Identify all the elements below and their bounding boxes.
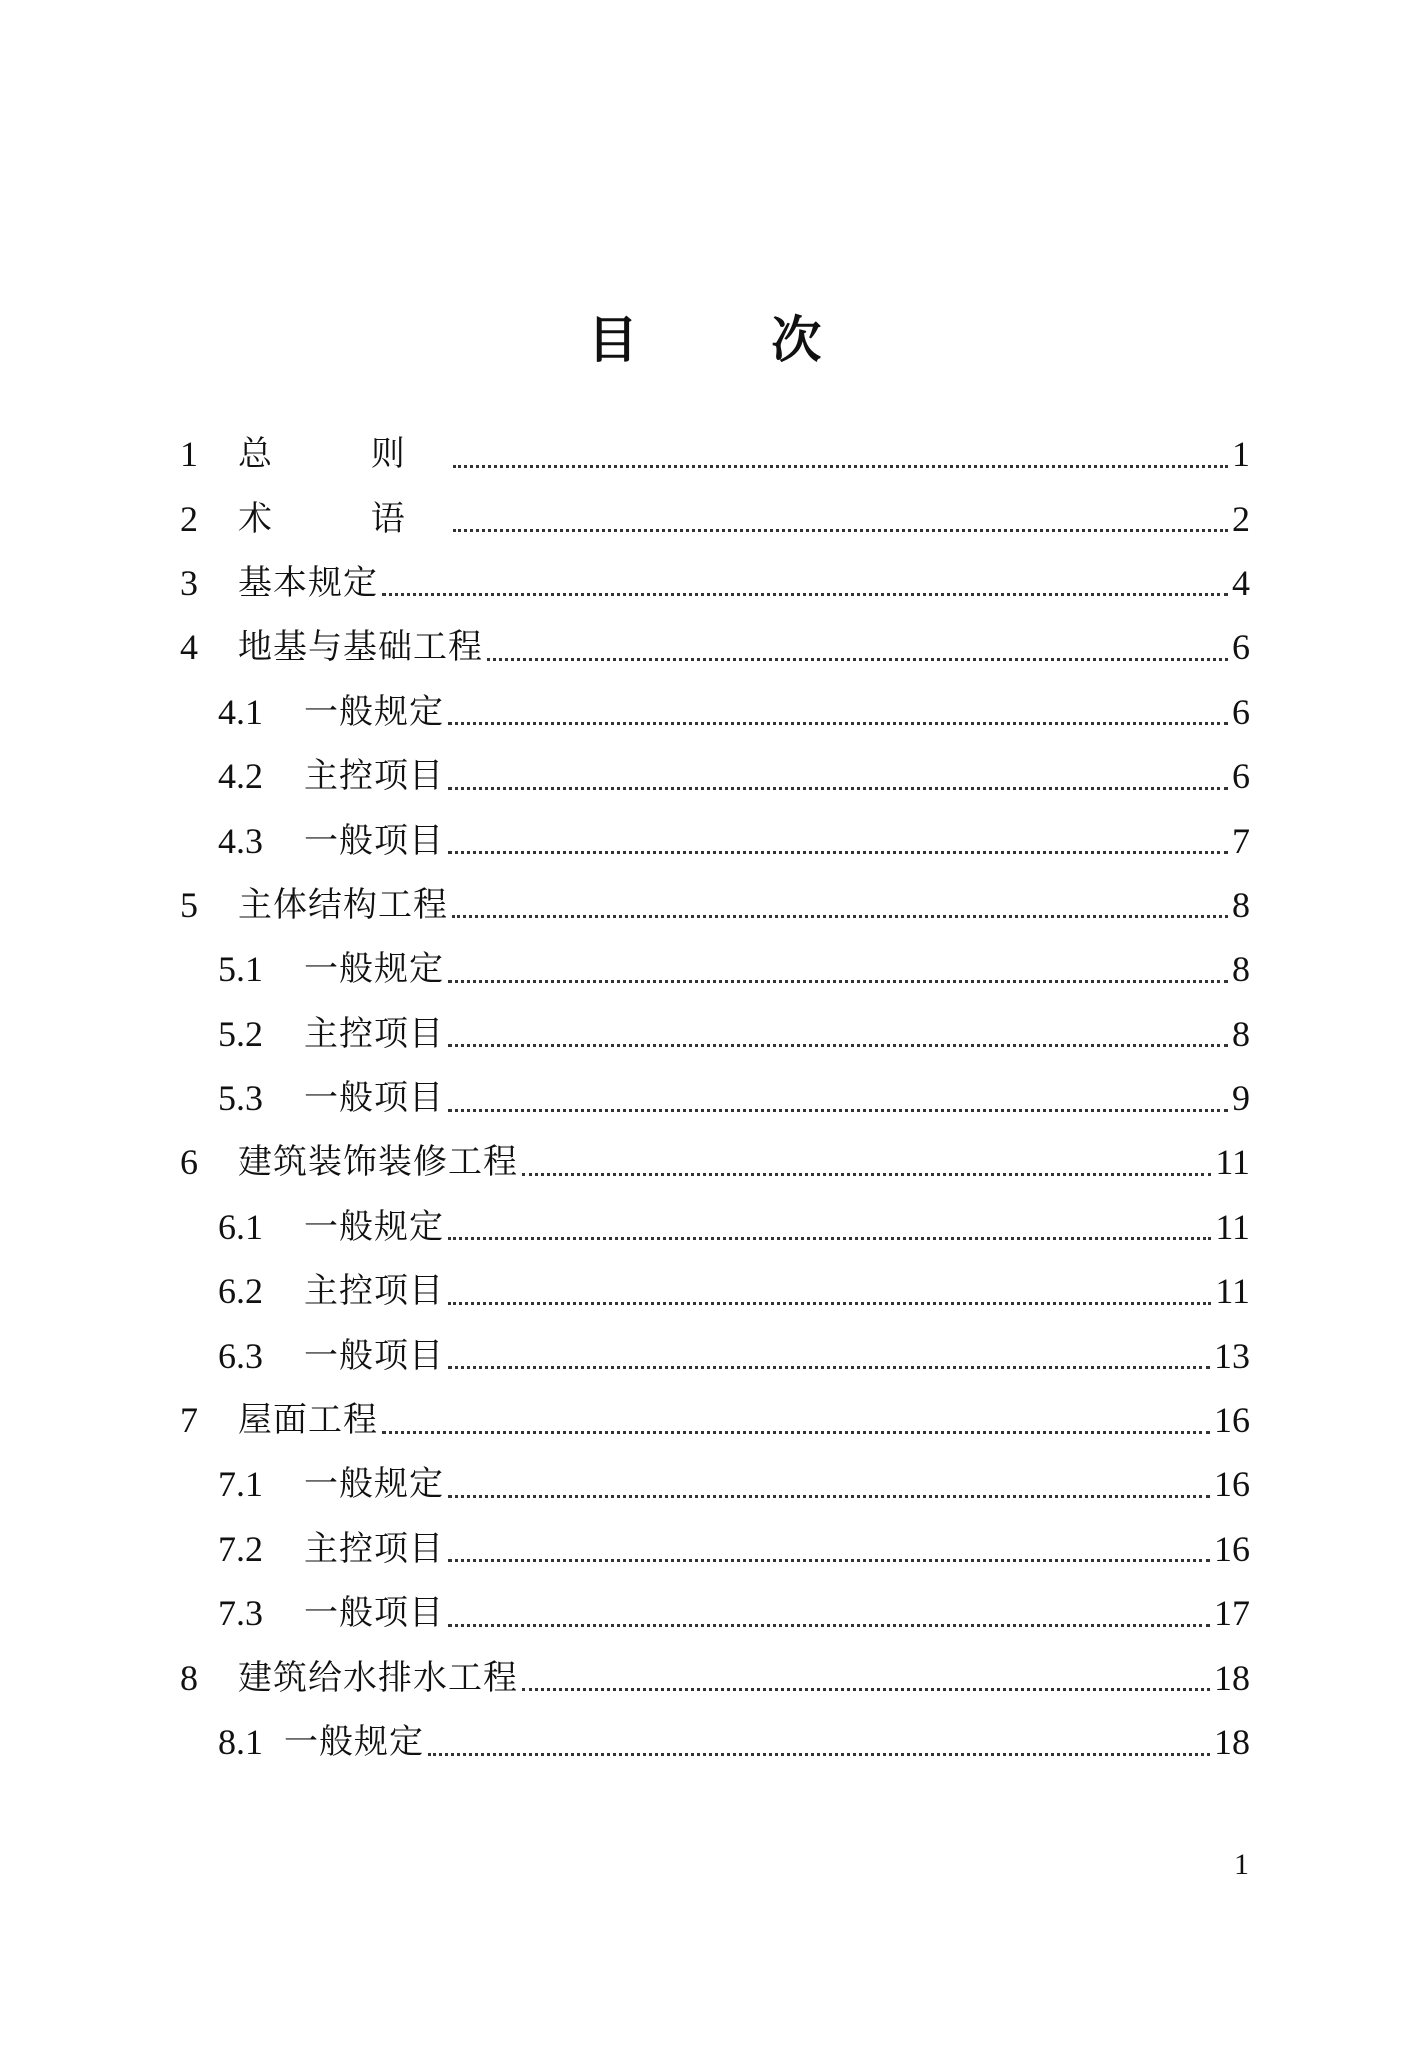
toc-dot-leader [382, 593, 1228, 596]
toc-entry-title: 主控项目 [304, 1013, 444, 1054]
toc-entry[interactable] [180, 1388, 1250, 1452]
toc-entry[interactable] [180, 1710, 1250, 1774]
toc-entry[interactable] [180, 551, 1250, 615]
toc-dot-leader [522, 1688, 1210, 1691]
toc-dot-leader [448, 722, 1228, 725]
toc-entry-number: 4.1 [218, 691, 263, 732]
toc-entry[interactable] [180, 1452, 1250, 1516]
toc-entry[interactable] [180, 422, 1250, 486]
toc-entry-title: 一般规定 [304, 691, 444, 732]
toc-entry-title: 一般项目 [304, 1078, 444, 1119]
toc-dot-leader [448, 1495, 1210, 1498]
toc-entry-title: 建筑给水排水工程 [238, 1657, 518, 1698]
toc-dot-leader [448, 851, 1228, 854]
toc-entry-title: 一般规定 [304, 1206, 444, 1247]
toc-entry-page: 11 [1215, 1206, 1250, 1247]
toc-entry-title: 一般项目 [304, 820, 444, 861]
toc-entry-number: 7.2 [218, 1528, 263, 1569]
toc-entry-page: 7 [1232, 820, 1250, 861]
toc-dot-leader [382, 1431, 1210, 1434]
toc-dot-leader [448, 1559, 1210, 1562]
toc-entry-number: 7.3 [218, 1593, 263, 1634]
page-number: 1 [1234, 1848, 1249, 1881]
toc-entry-page: 6 [1232, 627, 1250, 668]
toc-entry-title: 总 则 [238, 434, 449, 475]
toc-entry-number: 4 [180, 627, 198, 668]
toc-dot-leader [487, 658, 1228, 661]
toc-dot-leader [522, 1173, 1211, 1176]
toc-entry-number: 1 [180, 434, 198, 475]
toc-entry-number: 5.2 [218, 1013, 263, 1054]
toc-dot-leader [448, 1624, 1210, 1627]
toc-entry-title: 主体结构工程 [238, 884, 448, 925]
toc-entry-page: 16 [1214, 1400, 1250, 1441]
toc-dot-leader [453, 529, 1228, 532]
toc-entry[interactable] [180, 937, 1250, 1001]
toc-entry[interactable] [180, 1130, 1250, 1194]
toc-entry-page: 4 [1232, 562, 1250, 603]
toc-entry-number: 4.2 [218, 756, 263, 797]
toc-entry-title: 一般项目 [304, 1593, 444, 1634]
toc-dot-leader [448, 1044, 1228, 1047]
toc-entry-number: 6.3 [218, 1335, 263, 1376]
toc-dot-leader [452, 915, 1228, 918]
toc-entry-page: 8 [1232, 1013, 1250, 1054]
toc-entry-number: 8.1 [218, 1722, 263, 1762]
toc-entry-number: 8 [180, 1657, 198, 1698]
toc-entry-page: 9 [1232, 1078, 1250, 1119]
toc-entry-page: 1 [1232, 434, 1250, 475]
toc-entry-title: 一般规定 [304, 1464, 444, 1505]
toc-entry[interactable] [180, 1259, 1250, 1323]
toc-entry[interactable] [180, 615, 1250, 679]
toc-entry[interactable] [180, 1581, 1250, 1645]
toc-entry-title: 主控项目 [304, 1271, 444, 1312]
toc-entry-title: 建筑装饰装修工程 [238, 1142, 518, 1183]
toc-entry-title: 基本规定 [238, 562, 378, 603]
toc-entry-title: 地基与基础工程 [238, 627, 483, 668]
toc-entry-page: 17 [1214, 1593, 1250, 1634]
toc-entry[interactable] [180, 744, 1250, 808]
toc-entry-page: 16 [1214, 1464, 1250, 1505]
toc-dot-leader [448, 1109, 1228, 1112]
toc-entry-number: 5.1 [218, 949, 263, 990]
toc-entry-title: 屋面工程 [238, 1400, 378, 1441]
toc-entry-title: 一般规定 [284, 1722, 424, 1762]
toc-entry-page: 16 [1214, 1528, 1250, 1569]
toc-entry-title: 术 语 [238, 498, 449, 539]
toc-entry[interactable] [180, 808, 1250, 872]
toc-entry[interactable] [180, 680, 1250, 744]
toc-entry-title: 主控项目 [304, 1528, 444, 1569]
toc-entry-number: 7 [180, 1400, 198, 1441]
toc-dot-leader [428, 1753, 1210, 1756]
toc-entry-title: 一般规定 [304, 949, 444, 990]
toc-entry-number: 5 [180, 884, 198, 925]
toc-entry-number: 6.1 [218, 1206, 263, 1247]
toc-dot-leader [448, 980, 1228, 983]
toc-entry[interactable] [180, 486, 1250, 550]
toc-entry[interactable] [180, 873, 1250, 937]
toc-entry-page: 6 [1232, 691, 1250, 732]
toc-entry[interactable] [180, 1323, 1250, 1387]
toc-dot-leader [453, 465, 1228, 468]
toc-entry[interactable] [180, 1066, 1250, 1130]
toc-entry[interactable] [180, 1002, 1250, 1066]
toc-entry-page: 13 [1214, 1335, 1250, 1376]
toc-entry[interactable] [180, 1645, 1250, 1709]
toc-dot-leader [448, 787, 1228, 790]
toc-dot-leader [448, 1366, 1210, 1369]
toc-entry-number: 5.3 [218, 1078, 263, 1119]
toc-entry-page: 6 [1232, 756, 1250, 797]
table-of-contents [180, 422, 1250, 1774]
toc-entry-number: 4.3 [218, 820, 263, 861]
toc-dot-leader [448, 1302, 1211, 1305]
toc-entry[interactable] [180, 1195, 1250, 1259]
toc-entry-page: 11 [1215, 1271, 1250, 1312]
toc-entry-number: 2 [180, 498, 198, 539]
toc-entry-page: 18 [1214, 1657, 1250, 1698]
toc-entry-number: 6.2 [218, 1271, 263, 1312]
toc-entry-page: 11 [1215, 1142, 1250, 1183]
toc-entry-page: 8 [1232, 949, 1250, 990]
toc-entry-page: 18 [1214, 1722, 1250, 1762]
toc-entry-number: 7.1 [218, 1464, 263, 1505]
toc-entry-number: 3 [180, 562, 198, 603]
toc-entry[interactable] [180, 1517, 1250, 1581]
toc-entry-page: 8 [1232, 884, 1250, 925]
toc-entry-title: 主控项目 [304, 756, 444, 797]
toc-entry-page: 2 [1232, 498, 1250, 539]
toc-entry-number: 6 [180, 1142, 198, 1183]
toc-dot-leader [448, 1237, 1211, 1240]
toc-entry-title: 一般项目 [304, 1335, 444, 1376]
page-title: 目 次 [587, 311, 880, 369]
